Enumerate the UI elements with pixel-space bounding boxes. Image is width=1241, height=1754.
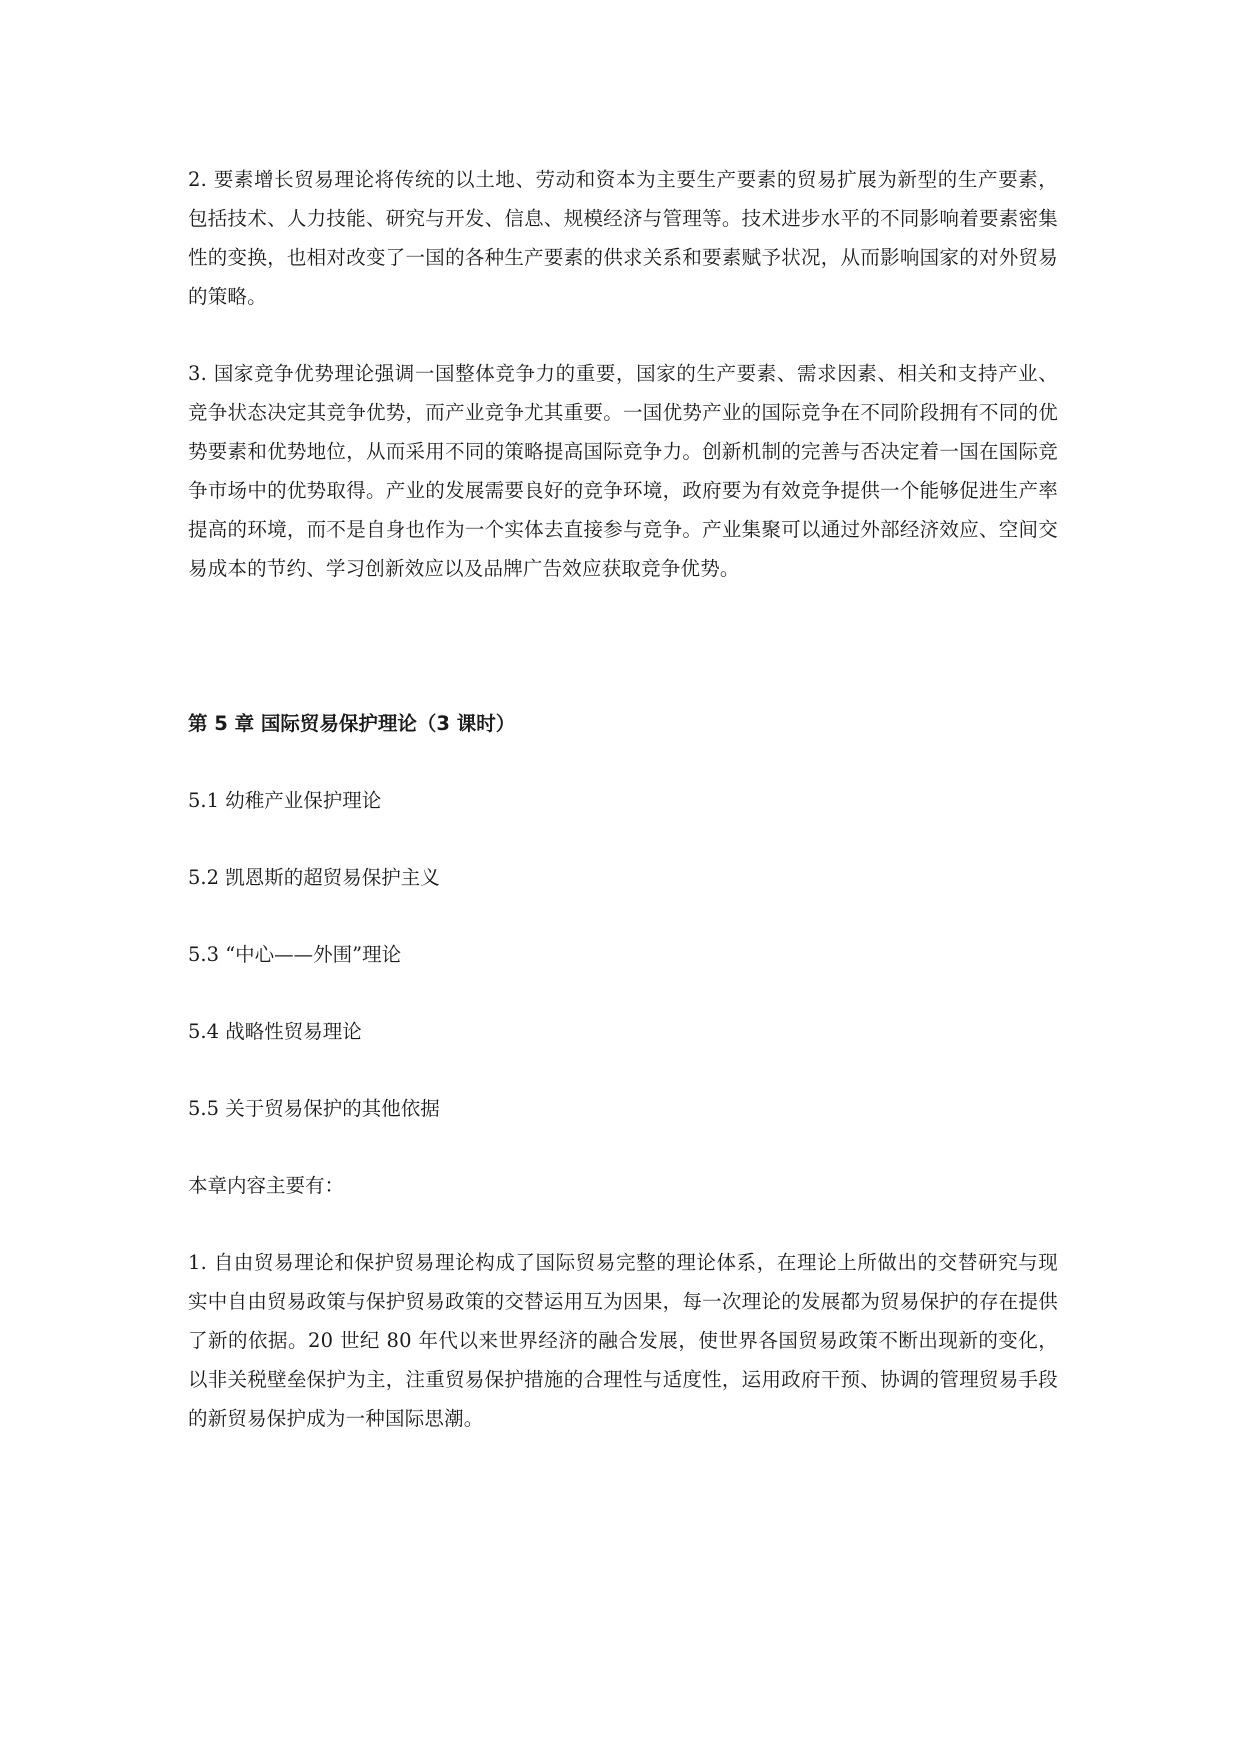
- paragraph-competitive-advantage-theory: 3. 国家竞争优势理论强调一国整体竞争力的重要，国家的生产要素、需求因素、相关和支持产业、竞争状态决定其竞争优势，而产业竞争尤其重要。一国优势产业的国际竞争在不同阶段拥有不同的优势要素和优势地位，从而采用不同的策略提高国际竞争力。创新机制的完善与否决定着一国在国际竞争市场中的优势取得。产业的发展需要良好的竞争环境，政府要为有效竞争提供一个能够促进生产率提高的环境，而不是自身也作为一个实体去直接参与竞争。产业集聚可以通过外部经济效应、空间交易成本的节约、学习创新效应以及品牌广告效应获取竞争优势。: [188, 362, 1058, 580]
- section-item-5-2: 5.2 凯恩斯的超贸易保护主义: [188, 866, 440, 889]
- chapter-intro: 本章内容主要有：: [188, 1174, 345, 1197]
- section-list: [188, 781, 1058, 1128]
- section-item-5-4: 5.4 战略性贸易理论: [188, 1020, 362, 1043]
- section-item-5-5: 5.5 关于贸易保护的其他依据: [188, 1097, 440, 1120]
- section-item-5-3: 5.3 “中心——外围”理论: [188, 943, 402, 966]
- document-page: [188, 160, 1058, 1438]
- paragraph-factor-growth-theory: 2. 要素增长贸易理论将传统的以土地、劳动和资本为主要生产要素的贸易扩展为新型的生产要素，包括技术、人力技能、研究与开发、信息、规模经济与管理等。技术进步水平的不同影响着要素密集性的变换，也相对改变了一国的各种生产要素的供求关系和要素赋予状况，从而影响国家的对外贸易的策略。: [188, 168, 1058, 308]
- section-item-5-1: 5.1 幼稚产业保护理论: [188, 789, 382, 812]
- chapter-title: 第 5 章 国际贸易保护理论（3 课时）: [188, 712, 516, 735]
- paragraph-free-vs-protective-trade: 1. 自由贸易理论和保护贸易理论构成了国际贸易完整的理论体系，在理论上所做出的交替研究与现实中自由贸易政策与保护贸易政策的交替运用互为因果，每一次理论的发展都为贸易保护的存在提供了新的依据。20 世纪 80 年代以来世界经济的融合发展，使世界各国贸易政策不断出现新的变化，以非关税壁垒保护为主，注重贸易保护措施的合理性与适度性，运用政府干预、协调的管理贸易手段的新贸易保护成为一种国际思潮。: [188, 1251, 1058, 1430]
